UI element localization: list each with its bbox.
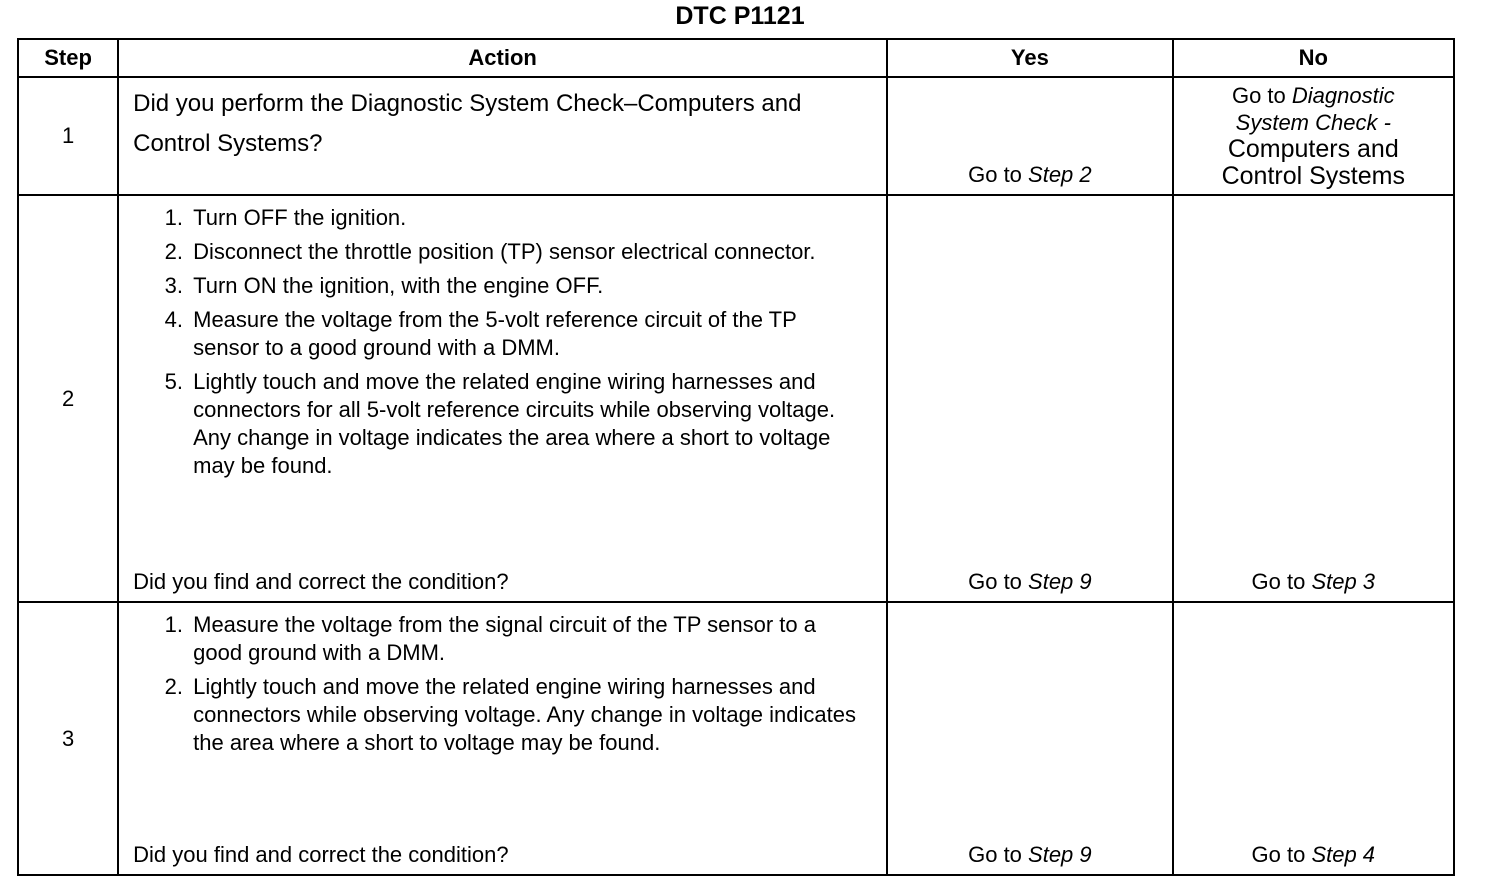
yes-goto <box>888 162 1171 188</box>
action-question: Did you find and correct the condition? <box>133 569 509 595</box>
yes-goto <box>888 569 1171 595</box>
goto-prefix: Go to <box>968 162 1029 188</box>
no-goto <box>1174 82 1453 190</box>
goto-target-cont: System Check - <box>1235 110 1391 136</box>
list-item: 1. Measure the voltage from the signal circuit of the TP sensor to a good ground with a DMM. <box>189 611 866 667</box>
table-row <box>18 77 1454 195</box>
yes-cell <box>887 195 1172 602</box>
header-action: Action <box>118 39 887 77</box>
goto-target: Step 4 <box>1311 842 1376 867</box>
diagnostic-table <box>17 38 1455 876</box>
header-no: No <box>1173 39 1454 77</box>
action-cell <box>118 602 887 875</box>
yes-cell <box>887 602 1172 875</box>
action-cell <box>118 195 887 602</box>
header-row <box>18 39 1454 77</box>
step-number: 1 <box>18 77 118 195</box>
action-question: Did you perform the Diagnostic System Check–Computers and Control Systems? <box>133 90 802 158</box>
action-list <box>119 204 886 480</box>
list-item: 3. Turn ON the ignition, with the engine OFF. <box>189 272 866 300</box>
yes-cell <box>887 77 1172 195</box>
table-row <box>18 195 1454 602</box>
no-cell <box>1173 77 1454 195</box>
step-number: 3 <box>18 602 118 875</box>
list-item: 2. Lightly touch and move the related engine wiring harnesses and connectors while observing voltage. Any change in voltage indicates the area where a short to voltage may be found. <box>189 673 866 757</box>
goto-target-line4: Control Systems <box>1221 162 1405 191</box>
list-item: 5. Lightly touch and move the related engine wiring harnesses and connectors for all 5-volt reference circuits while observing voltage. Any change in voltage indicates the area where a short to voltage may be found. <box>189 368 866 480</box>
goto-prefix: Go to <box>1231 83 1292 109</box>
goto-target: Step 2 <box>1028 162 1092 188</box>
list-item: 2. Disconnect the throttle position (TP) sensor electrical connector. <box>189 238 866 266</box>
page-title: DTC P1121 <box>675 2 805 30</box>
goto-target: Diagnostic <box>1291 83 1395 109</box>
goto-prefix: Go to <box>968 569 1029 595</box>
header-yes: Yes <box>887 39 1172 77</box>
list-item: 4. Measure the voltage from the 5-volt reference circuit of the TP sensor to a good ground with a DMM. <box>189 306 866 362</box>
no-cell <box>1173 195 1454 602</box>
action-list <box>119 611 886 757</box>
list-item: 1. Turn OFF the ignition. <box>189 204 866 232</box>
yes-goto <box>888 842 1171 868</box>
goto-prefix: Go to <box>1251 842 1312 867</box>
no-goto <box>1174 569 1453 595</box>
goto-prefix: Go to <box>968 842 1029 867</box>
header-step: Step <box>18 39 118 77</box>
no-goto <box>1174 842 1453 868</box>
no-cell <box>1173 602 1454 875</box>
goto-target: Step 9 <box>1028 569 1092 595</box>
goto-target-line3: Computers and <box>1227 135 1399 164</box>
action-question: Did you find and correct the condition? <box>133 842 509 867</box>
goto-target: Step 9 <box>1028 842 1092 867</box>
goto-prefix: Go to <box>1251 569 1312 595</box>
goto-target: Step 3 <box>1311 569 1376 595</box>
table-row <box>18 602 1454 875</box>
action-cell <box>118 77 887 195</box>
step-number: 2 <box>18 195 118 602</box>
